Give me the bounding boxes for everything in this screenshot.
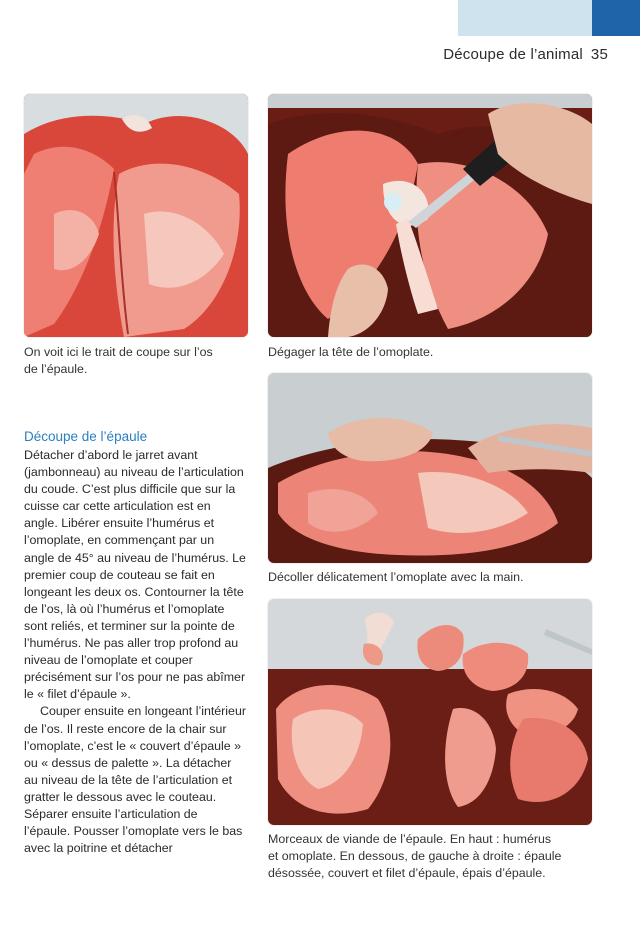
photo4-caption-line1: Morceaux de viande de l’épaule. En haut : humérus (268, 832, 552, 846)
knife-cutting-bone-photo (268, 94, 592, 337)
body-paragraph-2: Couper ensuite en longeant l’intérieur de l’os. Il reste encore de la chair sur l’omoplate, c’est le « couvert d’épaule » ou « dessus de palette ». La détacher au niveau de la tête de l’articulation et gratter le dessous avec le couteau. Séparer ensuite l’articulation de l’épaule. Pousser l’omoplate vers le bas avec la poitrine et détacher (24, 704, 246, 856)
photo1-caption (24, 344, 213, 378)
photo4-caption (268, 831, 561, 882)
photo4-caption-line3: désossée, couvert et filet d’épaule, épais d’épaule. (268, 866, 546, 880)
running-head (443, 46, 608, 63)
body-text (24, 447, 246, 857)
shoulder-meat-photo (24, 94, 248, 337)
section-title: Découpe de l’épaule (24, 429, 148, 444)
header-tab-dark (592, 0, 640, 36)
photo2-caption: Dégager la tête de l’omoplate. (268, 345, 434, 359)
photo1-caption-line2: de l’épaule. (24, 362, 88, 376)
header-tab-light (458, 0, 592, 36)
shoulder-pieces-photo (268, 599, 592, 825)
body-paragraph-1: Détacher d’abord le jarret avant (jambonneau) au niveau de l’articulation du coude. C’est plus difficile que sur la cuisse car cette articulation est en angle. Libérer ensuite l’humérus et l’omoplate, en commençant par un angle de 45° au niveau de l’humérus. Le premier coup de couteau se fait en longeant les deux os. Contourner la tête de l’os, là où l’humérus et l’omoplate sont reliés, et terminer sur la pointe de l’humérus. Ne pas aller trop profond au niveau de l’omoplate et couper précisément sur l’os pour ne pas abîmer le « filet d’épaule ». (24, 448, 246, 702)
photo4-caption-line2: et omoplate. En dessous, de gauche à droite : épaule (268, 849, 562, 863)
photo3-caption: Décoller délicatement l’omoplate avec la main. (268, 570, 524, 584)
page-number: 35 (590, 46, 608, 63)
photo1-caption-line1: On voit ici le trait de coupe sur l’os (24, 345, 213, 359)
hands-lifting-shoulder-blade-photo (268, 373, 592, 563)
chapter-title: Découpe de l’animal (443, 46, 583, 63)
